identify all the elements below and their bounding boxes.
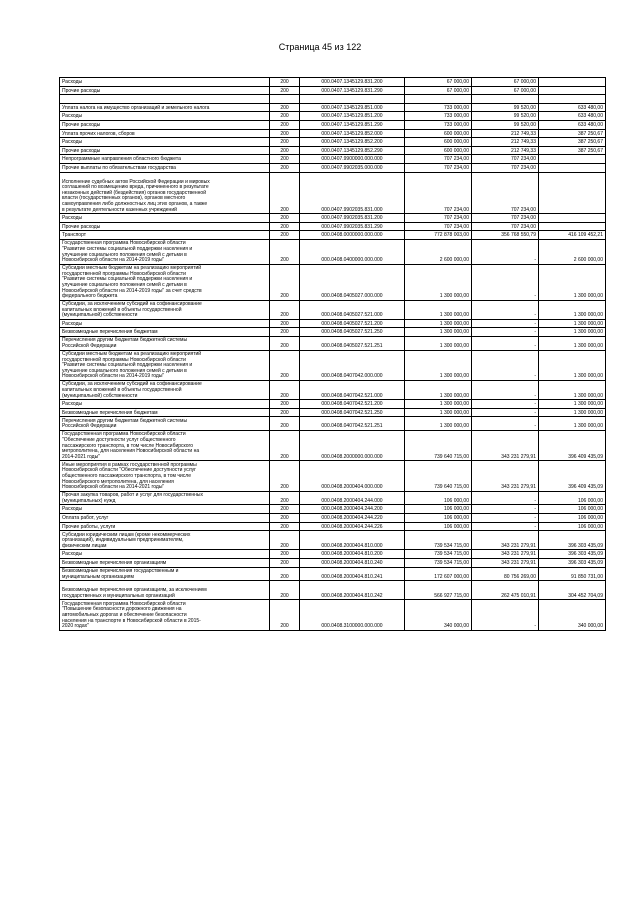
row-code-cell: 200 xyxy=(270,522,300,531)
row-name-cell: Перечисления другим бюджетам бюджетной системы Российской Федерации xyxy=(60,337,270,351)
row-executed-cell: 707 234,00 xyxy=(472,163,539,172)
row-approved-cell: 739 534 715,00 xyxy=(405,531,472,550)
row-code-cell: 200 xyxy=(270,239,300,264)
row-executed-cell: - xyxy=(472,522,539,531)
row-executed-cell: - xyxy=(472,491,539,505)
row-executed-cell: - xyxy=(472,381,539,400)
row-name-cell: Непрограммные направления областного бюджета xyxy=(60,155,270,164)
row-kbk-cell xyxy=(300,95,405,104)
row-approved-cell: 739 534 715,00 xyxy=(405,558,472,567)
row-remaining-cell: 396 303 435,09 xyxy=(539,531,606,550)
row-approved-cell: 67 000,00 xyxy=(405,86,472,95)
table-row xyxy=(60,567,606,581)
row-name-cell: Транспорт xyxy=(60,231,270,240)
table-row xyxy=(60,522,606,531)
row-remaining-cell: 633 480,00 xyxy=(539,120,606,129)
table-row xyxy=(60,214,606,223)
table-row xyxy=(60,514,606,523)
row-remaining-cell xyxy=(539,222,606,231)
table-row xyxy=(60,264,606,300)
row-name-cell: Субсидии юридическим лицам (кроме некоммерческих организаций), индивидуальным предпринимателям, физическим лицам xyxy=(60,531,270,550)
row-approved-cell: 733 000,00 xyxy=(405,120,472,129)
row-name-cell: Уплата прочих налогов, сборов xyxy=(60,129,270,138)
row-kbk-cell: 000.0407.9902035.831.290 xyxy=(300,222,405,231)
row-name-cell: Субсидии местным бюджетам на реализацию мероприятий государственной программы Новосибирской области "Развитие системы социальной поддержки населения и улучшение социального положения семей с детьми в Новосибирской области на 2014-2019 годы" за счет средств федерального бюджета xyxy=(60,264,270,300)
row-approved-cell: 1 300 000,00 xyxy=(405,300,472,319)
row-approved-cell: 1 300 000,00 xyxy=(405,350,472,380)
row-executed-cell: 99 520,00 xyxy=(472,112,539,121)
table-row xyxy=(60,129,606,138)
row-remaining-cell: 633 480,00 xyxy=(539,103,606,112)
row-executed-cell: 356 768 550,79 xyxy=(472,231,539,240)
row-remaining-cell: 1 300 000,00 xyxy=(539,417,606,431)
row-kbk-cell: 000.0407.9902035.831.000 xyxy=(300,172,405,214)
row-kbk-cell: 000.0408.2000000.000.000 xyxy=(300,431,405,461)
row-code-cell: 200 xyxy=(270,381,300,400)
row-kbk-cell: 000.0408.2000404.810.242 xyxy=(300,581,405,600)
row-kbk-cell: 000.0407.1345129.851.200 xyxy=(300,112,405,121)
table-row xyxy=(60,78,606,87)
row-executed-cell: - xyxy=(472,514,539,523)
row-kbk-cell: 000.0407.9902035.831.200 xyxy=(300,214,405,223)
row-code-cell: 200 xyxy=(270,337,300,351)
row-code-cell: 200 xyxy=(270,120,300,129)
table-row xyxy=(60,550,606,559)
row-code-cell: 200 xyxy=(270,214,300,223)
row-remaining-cell: 396 409 435,09 xyxy=(539,431,606,461)
row-approved-cell: 106 000,00 xyxy=(405,522,472,531)
budget-table-body xyxy=(60,78,606,631)
row-approved-cell: 1 300 000,00 xyxy=(405,417,472,431)
row-executed-cell xyxy=(472,95,539,104)
row-kbk-cell: 000.0407.1345129.852.000 xyxy=(300,129,405,138)
row-executed-cell: 707 234,00 xyxy=(472,214,539,223)
row-kbk-cell: 000.0408.3100000.000.000 xyxy=(300,600,405,630)
row-approved-cell: 707 234,00 xyxy=(405,155,472,164)
table-row xyxy=(60,239,606,264)
row-remaining-cell: 106 000,00 xyxy=(539,522,606,531)
row-approved-cell: 739 640 715,00 xyxy=(405,461,472,491)
row-remaining-cell: 416 109 452,21 xyxy=(539,231,606,240)
row-kbk-cell: 000.0408.0405027.521.250 xyxy=(300,328,405,337)
row-remaining-cell: 633 480,00 xyxy=(539,112,606,121)
row-remaining-cell: 304 452 704,09 xyxy=(539,581,606,600)
table-row xyxy=(60,431,606,461)
row-executed-cell: - xyxy=(472,600,539,630)
table-row xyxy=(60,328,606,337)
table-row xyxy=(60,112,606,121)
table-row xyxy=(60,381,606,400)
row-code-cell: 200 xyxy=(270,86,300,95)
row-code-cell: 200 xyxy=(270,129,300,138)
row-remaining-cell xyxy=(539,172,606,214)
row-code-cell: 200 xyxy=(270,163,300,172)
row-approved-cell: 106 000,00 xyxy=(405,514,472,523)
row-name-cell: Субсидии, за исключением субсидий на софинансирование капитальных вложений в объекты государственной (муниципальной) собственности xyxy=(60,300,270,319)
row-name-cell: Расходы xyxy=(60,505,270,514)
page-header: Страница 45 из 122 xyxy=(278,42,362,52)
row-kbk-cell: 000.0408.0407042.000.000 xyxy=(300,350,405,380)
row-name-cell: Государственная программа Новосибирской области "Обеспечение доступности услуг общественного пассажирского транспорта, в том числе Новосибирского метрополитена, для населения Новосибирской области на 2014-2021 годы" xyxy=(60,431,270,461)
row-name-cell: Расходы xyxy=(60,112,270,121)
row-approved-cell: 2 600 000,00 xyxy=(405,239,472,264)
row-code-cell: 200 xyxy=(270,600,300,630)
row-kbk-cell: 000.0408.0407042.521.000 xyxy=(300,381,405,400)
row-kbk-cell: 000.0408.2000404.244.000 xyxy=(300,491,405,505)
row-name-cell: Расходы xyxy=(60,138,270,147)
table-row xyxy=(60,505,606,514)
row-name-cell: Безвозмездные перечисления бюджетам xyxy=(60,328,270,337)
row-remaining-cell xyxy=(539,86,606,95)
row-executed-cell: - xyxy=(472,319,539,328)
row-name-cell: Государственная программа Новосибирской области "Повышение безопасности дорожного движения на автомобильных дорогах и обеспечение безопасности населения на транспорте в Новосибирской области в 2015- 2020 годах" xyxy=(60,600,270,630)
row-executed-cell: 343 231 279,91 xyxy=(472,461,539,491)
row-executed-cell: 212 749,33 xyxy=(472,138,539,147)
row-code-cell: 200 xyxy=(270,408,300,417)
row-code-cell: 200 xyxy=(270,581,300,600)
table-row xyxy=(60,491,606,505)
row-remaining-cell xyxy=(539,155,606,164)
row-name-cell: Субсидии, за исключением субсидий на софинансирование капитальных вложений в объекты государственной (муниципальной) собственности xyxy=(60,381,270,400)
row-name-cell: Прочие работы, услуги xyxy=(60,522,270,531)
row-approved-cell: 600 000,00 xyxy=(405,129,472,138)
table-row xyxy=(60,600,606,630)
table-row xyxy=(60,558,606,567)
row-kbk-cell: 000.0408.0407042.521.250 xyxy=(300,408,405,417)
row-executed-cell: 707 234,00 xyxy=(472,222,539,231)
row-executed-cell: 707 234,00 xyxy=(472,172,539,214)
row-code-cell: 200 xyxy=(270,78,300,87)
row-name-cell: Прочие выплаты по обязательствам государства xyxy=(60,163,270,172)
row-executed-cell: - xyxy=(472,328,539,337)
row-executed-cell: 343 231 279,91 xyxy=(472,431,539,461)
row-executed-cell: - xyxy=(472,239,539,264)
row-kbk-cell: 000.0408.2000404.244.220 xyxy=(300,514,405,523)
row-approved-cell: 172 607 000,00 xyxy=(405,567,472,581)
row-executed-cell: 343 231 279,91 xyxy=(472,558,539,567)
row-remaining-cell: 387 250,67 xyxy=(539,129,606,138)
row-name-cell: Расходы xyxy=(60,214,270,223)
row-remaining-cell: 387 250,67 xyxy=(539,146,606,155)
row-name-cell: Субсидии местным бюджетам на реализацию мероприятий государственной программы Новосибирской области "Развитие системы социальной поддержки населения и улучшение социального положения семей с детьми в Новосибирской области на 2014-2019 годы" xyxy=(60,350,270,380)
table-row xyxy=(60,461,606,491)
row-kbk-cell: 000.0408.2000404.244.200 xyxy=(300,505,405,514)
row-kbk-cell: 000.0407.1345129.851.000 xyxy=(300,103,405,112)
table-row xyxy=(60,103,606,112)
row-kbk-cell: 000.0407.9900000.000.000 xyxy=(300,155,405,164)
table-row xyxy=(60,231,606,240)
row-executed-cell: - xyxy=(472,505,539,514)
row-approved-cell: 1 300 000,00 xyxy=(405,337,472,351)
row-kbk-cell: 000.0407.1345129.831.200 xyxy=(300,78,405,87)
row-executed-cell: 67 000,00 xyxy=(472,78,539,87)
row-executed-cell: 212 749,33 xyxy=(472,146,539,155)
row-code-cell: 200 xyxy=(270,103,300,112)
row-code-cell: 200 xyxy=(270,328,300,337)
row-remaining-cell: 340 000,00 xyxy=(539,600,606,630)
row-kbk-cell: 000.0407.1345129.852.290 xyxy=(300,146,405,155)
row-name-cell: Расходы xyxy=(60,78,270,87)
row-name-cell: Прочие расходы xyxy=(60,120,270,129)
row-remaining-cell xyxy=(539,163,606,172)
row-name-cell: Иные мероприятия в рамках государственной программы Новосибирской области "Обеспечение доступности услуг общественного пассажирского транспорта, в том числе Новосибирского метрополитена, для населения Новосибирской области на 2014-2021 годы" xyxy=(60,461,270,491)
table-row xyxy=(60,120,606,129)
row-kbk-cell: 000.0408.0405027.521.200 xyxy=(300,319,405,328)
row-executed-cell: 343 231 279,91 xyxy=(472,550,539,559)
row-approved-cell: 733 000,00 xyxy=(405,103,472,112)
row-kbk-cell: 000.0407.1345129.851.290 xyxy=(300,120,405,129)
row-kbk-cell: 000.0408.2000404.810.000 xyxy=(300,531,405,550)
row-approved-cell: 1 300 000,00 xyxy=(405,381,472,400)
table-row xyxy=(60,138,606,147)
row-approved-cell: 106 000,00 xyxy=(405,505,472,514)
row-executed-cell: - xyxy=(472,400,539,409)
row-code-cell: 200 xyxy=(270,461,300,491)
row-approved-cell: 707 234,00 xyxy=(405,214,472,223)
row-approved-cell xyxy=(405,95,472,104)
row-name-cell: Прочие расходы xyxy=(60,86,270,95)
row-name-cell: Прочие расходы xyxy=(60,146,270,155)
row-executed-cell: - xyxy=(472,337,539,351)
row-approved-cell: 739 640 715,00 xyxy=(405,431,472,461)
table-row xyxy=(60,86,606,95)
row-code-cell: 200 xyxy=(270,531,300,550)
row-kbk-cell: 000.0407.1345129.831.290 xyxy=(300,86,405,95)
table-row xyxy=(60,337,606,351)
row-remaining-cell: 396 409 435,09 xyxy=(539,461,606,491)
row-approved-cell: 600 000,00 xyxy=(405,146,472,155)
row-code-cell: 200 xyxy=(270,491,300,505)
table-row xyxy=(60,163,606,172)
row-name-cell: Безвозмездные перечисления государственным и муниципальным организациям xyxy=(60,567,270,581)
row-code-cell: 200 xyxy=(270,400,300,409)
row-executed-cell: 67 000,00 xyxy=(472,86,539,95)
row-code-cell: 200 xyxy=(270,155,300,164)
row-executed-cell: 212 749,33 xyxy=(472,129,539,138)
row-remaining-cell: 91 850 731,00 xyxy=(539,567,606,581)
row-executed-cell: 99 520,00 xyxy=(472,103,539,112)
row-code-cell: 200 xyxy=(270,231,300,240)
row-kbk-cell: 000.0408.0405027.521.251 xyxy=(300,337,405,351)
row-remaining-cell: 1 300 000,00 xyxy=(539,400,606,409)
table-row xyxy=(60,300,606,319)
row-name-cell: Безвозмездные перечисления организациям, за исключением государственных и муниципальных организаций xyxy=(60,581,270,600)
row-kbk-cell: 000.0408.2000404.244.226 xyxy=(300,522,405,531)
row-executed-cell: 707 234,00 xyxy=(472,155,539,164)
row-name-cell xyxy=(60,95,270,104)
row-kbk-cell: 000.0408.2000404.000.000 xyxy=(300,461,405,491)
row-executed-cell: - xyxy=(472,264,539,300)
row-approved-cell: 1 300 000,00 xyxy=(405,408,472,417)
row-approved-cell: 707 234,00 xyxy=(405,222,472,231)
row-name-cell: Перечисления другим бюджетам бюджетной системы Российской Федерации xyxy=(60,417,270,431)
table-row xyxy=(60,531,606,550)
row-remaining-cell: 1 300 000,00 xyxy=(539,319,606,328)
row-remaining-cell: 1 300 000,00 xyxy=(539,300,606,319)
row-executed-cell: 80 756 269,00 xyxy=(472,567,539,581)
row-name-cell: Безвозмездные перечисления бюджетам xyxy=(60,408,270,417)
row-kbk-cell: 000.0408.2000404.810.241 xyxy=(300,567,405,581)
table-row xyxy=(60,581,606,600)
budget-table xyxy=(59,77,606,631)
row-name-cell: Исполнение судебных актов Российской Федерации и мировых соглашений по возмещению вреда, причиненного в результате незаконных действий (бездействия) органов государственной власти (государственных органов), органов местного самоуправления либо должностных лиц этих органов, а также в результате деятельности казенных учреждений xyxy=(60,172,270,214)
row-executed-cell: 343 231 279,91 xyxy=(472,531,539,550)
row-remaining-cell: 106 000,00 xyxy=(539,505,606,514)
table-row xyxy=(60,172,606,214)
table-row xyxy=(60,95,606,104)
row-remaining-cell xyxy=(539,214,606,223)
row-kbk-cell: 000.0408.0407042.521.251 xyxy=(300,417,405,431)
row-kbk-cell: 000.0408.0405027.000.000 xyxy=(300,264,405,300)
row-approved-cell: 739 534 715,00 xyxy=(405,550,472,559)
row-kbk-cell: 000.0408.0000000.000.000 xyxy=(300,231,405,240)
row-code-cell: 200 xyxy=(270,319,300,328)
row-kbk-cell: 000.0408.0405027.521.000 xyxy=(300,300,405,319)
row-code-cell: 200 xyxy=(270,550,300,559)
row-name-cell: Прочая закупка товаров, работ и услуг для государственных (муниципальных) нужд xyxy=(60,491,270,505)
row-executed-cell: - xyxy=(472,300,539,319)
row-code-cell: 200 xyxy=(270,222,300,231)
table-row xyxy=(60,400,606,409)
row-code-cell: 200 xyxy=(270,112,300,121)
row-code-cell: 200 xyxy=(270,172,300,214)
row-code-cell: 200 xyxy=(270,300,300,319)
row-remaining-cell: 1 300 000,00 xyxy=(539,264,606,300)
row-approved-cell: 707 234,00 xyxy=(405,163,472,172)
row-remaining-cell: 106 000,00 xyxy=(539,491,606,505)
row-code-cell: 200 xyxy=(270,505,300,514)
row-approved-cell: 106 000,00 xyxy=(405,491,472,505)
table-row xyxy=(60,222,606,231)
row-approved-cell: 1 300 000,00 xyxy=(405,319,472,328)
row-code-cell xyxy=(270,95,300,104)
table-row xyxy=(60,417,606,431)
row-kbk-cell: 000.0407.9902035.000.000 xyxy=(300,163,405,172)
row-approved-cell: 1 300 000,00 xyxy=(405,264,472,300)
row-approved-cell: 340 000,00 xyxy=(405,600,472,630)
row-approved-cell: 707 234,00 xyxy=(405,172,472,214)
table-row xyxy=(60,350,606,380)
row-remaining-cell: 1 300 000,00 xyxy=(539,381,606,400)
row-code-cell: 200 xyxy=(270,431,300,461)
row-executed-cell: - xyxy=(472,417,539,431)
row-executed-cell: 99 520,00 xyxy=(472,120,539,129)
row-name-cell: Расходы xyxy=(60,400,270,409)
table-row xyxy=(60,319,606,328)
table-row xyxy=(60,408,606,417)
row-code-cell: 200 xyxy=(270,514,300,523)
row-code-cell: 200 xyxy=(270,138,300,147)
row-remaining-cell: 1 300 000,00 xyxy=(539,350,606,380)
row-executed-cell: 262 475 010,91 xyxy=(472,581,539,600)
row-approved-cell: 772 878 003,00 xyxy=(405,231,472,240)
row-approved-cell: 733 000,00 xyxy=(405,112,472,121)
row-name-cell: Безвозмездные перечисления организациям xyxy=(60,558,270,567)
row-name-cell: Уплата налога на имущество организаций и земельного налога xyxy=(60,103,270,112)
row-approved-cell: 600 000,00 xyxy=(405,138,472,147)
row-approved-cell: 1 300 000,00 xyxy=(405,328,472,337)
row-code-cell: 200 xyxy=(270,146,300,155)
row-name-cell: Расходы xyxy=(60,550,270,559)
row-executed-cell: - xyxy=(472,408,539,417)
row-remaining-cell: 2 600 000,00 xyxy=(539,239,606,264)
row-remaining-cell xyxy=(539,78,606,87)
row-approved-cell: 566 927 715,00 xyxy=(405,581,472,600)
row-code-cell: 200 xyxy=(270,264,300,300)
row-kbk-cell: 000.0408.2000404.810.240 xyxy=(300,558,405,567)
row-executed-cell: - xyxy=(472,350,539,380)
table-row xyxy=(60,155,606,164)
row-code-cell: 200 xyxy=(270,558,300,567)
row-approved-cell: 67 000,00 xyxy=(405,78,472,87)
row-kbk-cell: 000.0408.0400000.000.000 xyxy=(300,239,405,264)
row-name-cell: Государственная программа Новосибирской области "Развитие системы социальной поддержки населения и улучшение социального положения семей с детьми в Новосибирской области на 2014-2019 годы" xyxy=(60,239,270,264)
row-code-cell: 200 xyxy=(270,417,300,431)
row-remaining-cell: 1 300 000,00 xyxy=(539,337,606,351)
row-name-cell: Оплата работ, услуг xyxy=(60,514,270,523)
table-row xyxy=(60,146,606,155)
row-remaining-cell xyxy=(539,95,606,104)
row-kbk-cell: 000.0407.1345129.852.200 xyxy=(300,138,405,147)
row-kbk-cell: 000.0408.0407042.521.200 xyxy=(300,400,405,409)
row-name-cell: Расходы xyxy=(60,319,270,328)
row-remaining-cell: 1 300 000,00 xyxy=(539,408,606,417)
row-remaining-cell: 1 300 000,00 xyxy=(539,328,606,337)
row-name-cell: Прочие расходы xyxy=(60,222,270,231)
row-remaining-cell: 106 000,00 xyxy=(539,514,606,523)
row-remaining-cell: 387 250,67 xyxy=(539,138,606,147)
row-remaining-cell: 396 303 435,09 xyxy=(539,558,606,567)
row-code-cell: 200 xyxy=(270,350,300,380)
row-code-cell: 200 xyxy=(270,567,300,581)
row-approved-cell: 1 300 000,00 xyxy=(405,400,472,409)
row-kbk-cell: 000.0408.2000404.810.200 xyxy=(300,550,405,559)
row-remaining-cell: 396 303 435,09 xyxy=(539,550,606,559)
